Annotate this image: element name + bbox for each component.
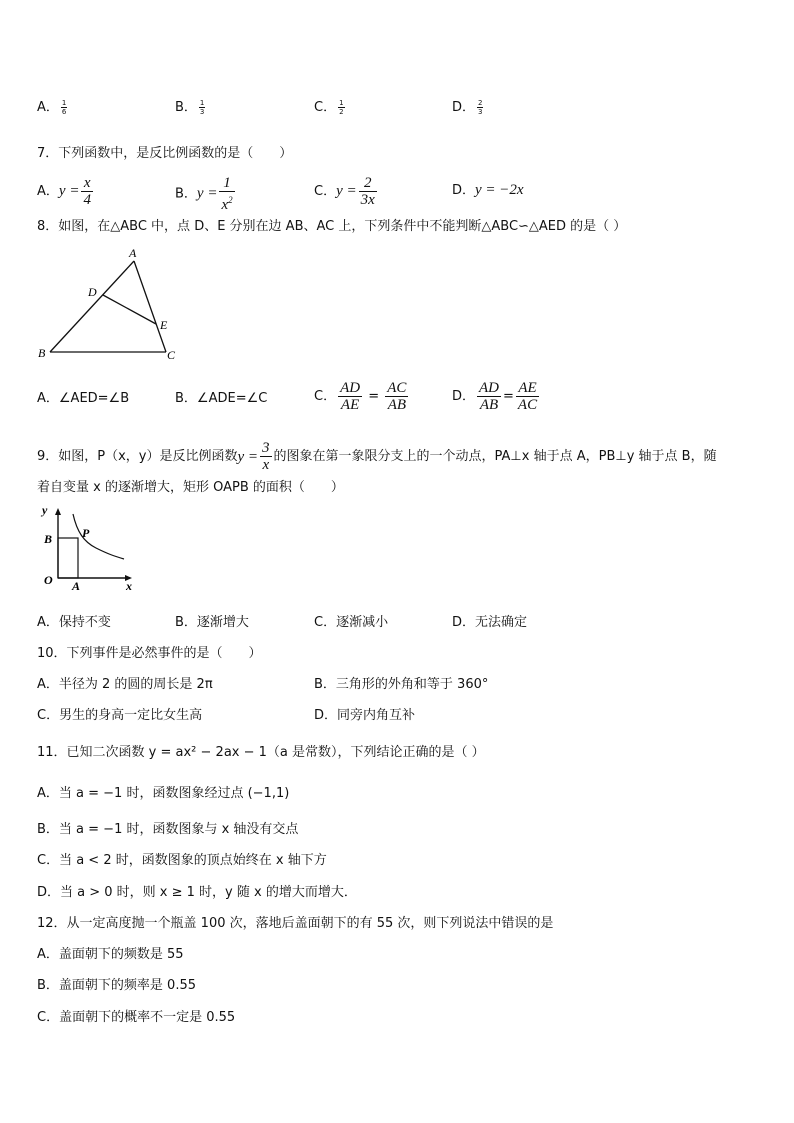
q11-option-d: D．当 a > 0 时，则 x ≥ 1 时，y 随 x 的增大而增大． (37, 885, 357, 900)
q12-option-c: C．盖面朝下的概率不一定是 0.55 (37, 1010, 236, 1025)
q9-option-b: B．逐渐增大 (175, 615, 249, 630)
q8-triangle-figure (30, 244, 190, 364)
label-a: A (129, 246, 137, 260)
q6-option-d: D． $\frac{2}{3}$ (452, 99, 483, 116)
fraction: $\frac{2}{3}$ (478, 99, 483, 116)
q7-option-a: A．y = $\frac{x}{4}$ (37, 175, 91, 208)
q9-graph-figure (34, 502, 144, 592)
label-o: O (44, 573, 53, 587)
q9-option-d: D．无法确定 (452, 615, 528, 630)
q11-stem: 11．已知二次函数 y = ax² − 2ax − 1（a 是常数），下列结论正确的是（ ） (37, 745, 485, 760)
y-axis-arrow (55, 508, 61, 515)
rectangle-oapb (58, 538, 78, 578)
side-ab (50, 261, 134, 352)
q12-option-b: B．盖面朝下的频率是 0.55 (37, 978, 196, 993)
q8-option-d: D． $\frac{AD}{AB}$ = $\frac{AE}{AC}$ (452, 380, 538, 413)
q7-option-b: B．y = $\frac{1}{x^2}$ (175, 175, 233, 213)
q11-option-a: A．当 a = −1 时，函数图象经过点 (−1,1) (37, 786, 290, 801)
q9-stem-line1: 9．如图，P（x，y）是反比例函数 y = $\frac{3}{x}$ 的图象在第一象限分支上的一个动点，PA⊥x 轴于点 A，PB⊥y 轴于点 B，随 (37, 440, 717, 473)
q7-option-c: C．y = $\frac{2}{3x}$ (314, 175, 375, 208)
label-y: y (42, 503, 48, 517)
q8-stem: 8．如图，在△ABC 中，点 D、E 分别在边 AB、AC 上，下列条件中不能判断△ABC∽△AED 的是（ ） (37, 219, 627, 234)
label-p: P (82, 526, 90, 540)
fraction: $\frac{AD}{AE}$ (340, 380, 361, 413)
label-b: B (44, 532, 53, 546)
q8-option-b: B．∠ADE=∠C (175, 391, 268, 406)
q10-stem: 10．下列事件是必然事件的是（ ） (37, 646, 262, 661)
fraction: $\frac{1}{6}$ (61, 99, 67, 116)
hyperbola-curve (73, 514, 124, 559)
label-a: A (72, 579, 81, 592)
label-x: x (126, 579, 132, 592)
q9-option-c: C．逐渐减小 (314, 615, 389, 630)
label-d: D (88, 285, 97, 299)
fraction: $\frac{AD}{AB}$ (479, 380, 500, 413)
q10-option-c: C．男生的身高一定比女生高 (37, 708, 203, 723)
q9-option-a: A．保持不变 (37, 615, 111, 630)
q10-option-a: A．半径为 2 的圆的周长是 2π (37, 677, 213, 692)
q10-option-d: D．同旁内角互补 (314, 708, 416, 723)
q9-stem-line2: 着自变量 x 的逐渐增大，矩形 OAPB 的面积（ ） (37, 480, 344, 495)
q12-stem: 12．从一定高度抛一个瓶盖 100 次，落地后盖面朝下的有 55 次，则下列说法中错误的是 (37, 916, 554, 931)
q12-option-a: A．盖面朝下的频数是 55 (37, 947, 184, 962)
fraction: $\frac{x}{4}$ (83, 175, 91, 208)
q8-option-c: C． $\frac{AD}{AE}$ = $\frac{AC}{AB}$ (314, 380, 407, 413)
q7-option-d: D．y = −2x (452, 182, 524, 198)
q6-option-b: B． $\frac{1}{3}$ (175, 99, 205, 116)
q7-stem: 7．下列函数中，是反比例函数的是（ ） (37, 146, 293, 161)
fraction: $\frac{AC}{AB}$ (387, 380, 407, 413)
label-c: C (167, 348, 176, 362)
q6-option-c: C． $\frac{1}{2}$ (314, 99, 344, 116)
fraction: $\frac{2}{3x}$ (360, 175, 375, 208)
q10-option-b: B．三角形的外角和等于 360° (314, 677, 489, 692)
side-ac (134, 261, 166, 352)
q11-option-b: B．当 a = −1 时，函数图象与 x 轴没有交点 (37, 822, 299, 837)
fraction: $\frac{1}{x^2}$ (221, 175, 233, 213)
fraction: $\frac{1}{3}$ (199, 99, 205, 116)
label-b: B (38, 346, 46, 360)
q6-option-a: A． $\frac{1}{6}$ (37, 99, 67, 116)
q8-option-a: A．∠AED=∠B (37, 391, 130, 406)
label-e: E (160, 318, 168, 332)
q11-option-c: C．当 a < 2 时，函数图象的顶点始终在 x 轴下方 (37, 853, 327, 868)
fraction: $\frac{3}{x}$ (262, 440, 270, 473)
fraction: $\frac{AE}{AC}$ (517, 380, 538, 413)
fraction: $\frac{1}{2}$ (339, 99, 344, 116)
